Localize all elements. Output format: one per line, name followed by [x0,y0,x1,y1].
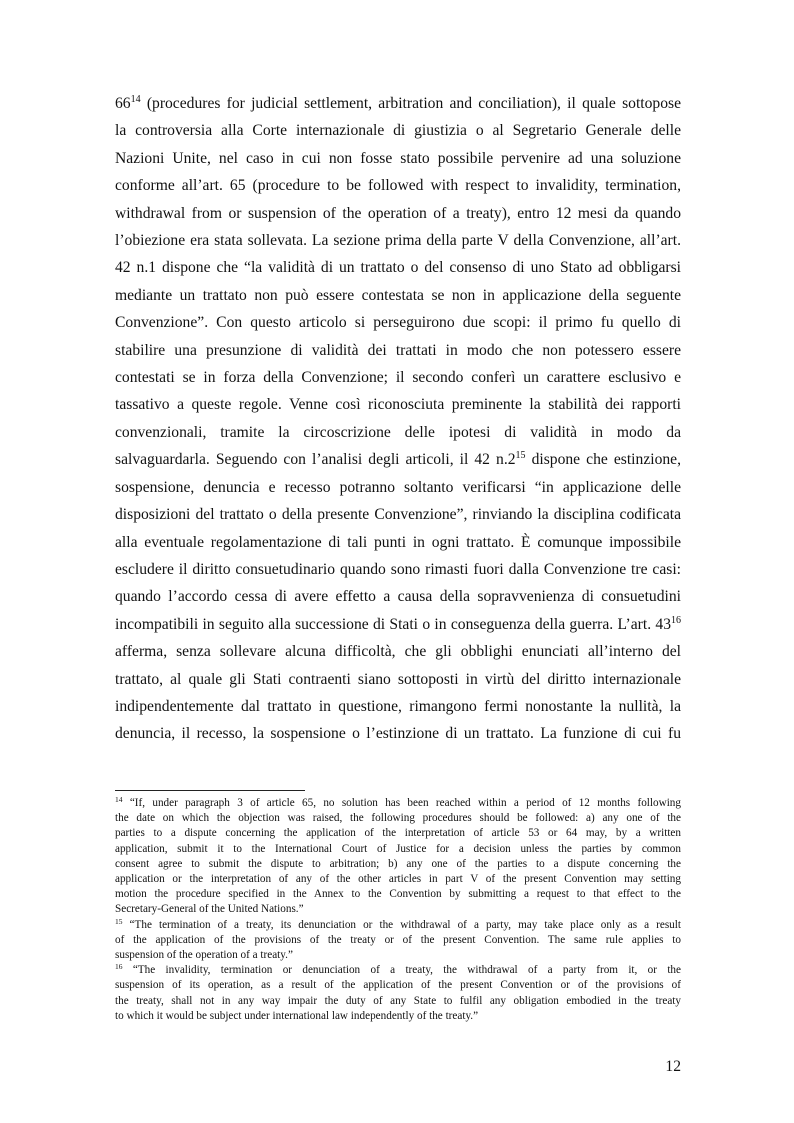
footnote-15-line: $^{15}$ “The termination of a treaty, its denunciation or the withdrawal of a party, may take place only as a result [115,916,681,931]
footnote-ref-15[interactable]: 15 [515,450,526,462]
footnote-14-line: application, submit it to the International Court of Justice for a decision unless the parties by common [115,842,681,855]
footnote-14-line: motion the procedure specified in the Annex to the Convention by submitting a request to that effect to the [115,888,681,901]
body-line: mediante un trattato non può essere contestata se non in applicazione della seguente [115,286,681,304]
footnote-separator [115,790,305,791]
footnote-number-15: 15 [115,916,123,926]
body-line: incompatibili in seguito alla successione di Stati o in conseguenza della guerra. L’art. $43^{16}$ [115,614,681,633]
footnote-16-line: $^{16}$ “The invalidity, termination or denunciation of a treaty, the withdrawal of a party from it, or the [115,962,681,977]
footnote-14-line: application or the interpretation of any of the other articles in part V of the present Convention may setting [115,873,681,886]
body-line: la controversia alla Corte internazionale di giustizia o al Segretario Generale delle [115,122,681,140]
body-line: stabilire una presunzione di validità dei trattati in modo che non potessero essere [115,341,681,359]
body-line: disposizioni del trattato o della presente Convenzione”, rinviando la disciplina codificata [115,506,681,524]
body-line: convenzionali, tramite la circoscrizione delle ipotesi di validità in modo da [115,423,681,441]
body-line: trattato, al quale gli Stati contraenti siano sottoposti in virtù del diritto internazionale [115,670,681,688]
footnote-16-line: the treaty, shall not in any way impair the duty of any State to fulfil any obligation embodied in the treaty [115,994,681,1007]
body-line: tassativo a queste regole. Venne così riconosciuta preminente la stabilità dei rapporti [115,396,681,414]
body-line: alla eventuale regolamentazione di tali punti in ogni trattato. È comunque impossibile [115,533,681,551]
body-line: l’obiezione era stata sollevata. La sezione prima della parte V della Convenzione, all’art. [115,232,681,250]
body-line: $66^{14}$ (procedures for judicial settlement, arbitration and conciliation), il quale sottopose [115,94,681,112]
footnote-15-line: of the application of the provisions of the treaty or of the present Convention. The same rule applies to [115,933,681,946]
body-line: quando l’accordo cessa di avere effetto a causa della sopravvenienza di consuetudini [115,588,681,606]
body-line: 42 n.1 dispone che “la validità di un trattato o del consenso di uno Stato ad obbligarsi [115,259,681,277]
footnote-14-line: consent agree to submit the dispute to arbitration; b) any one of the parties to a dispute concerning the [115,857,681,870]
footnote-number-16: 16 [115,962,123,972]
body-line: contestati se in forza della Convenzione; il secondo conferì un carattere esclusivo e [115,369,681,387]
body-line: indipendentemente dal trattato in questione, rimangono fermi nonostante la nullità, la [115,697,681,715]
body-line: conforme all’art. 65 (procedure to be followed with respect to invalidity, termination, [115,177,681,195]
footnote-14-line: parties to a dispute concerning the application of the interpretation of article 53 or 64 may, by a written [115,827,681,840]
footnote-ref-14[interactable]: 14 [130,94,141,105]
body-line: Nazioni Unite, nel caso in cui non fosse stato possibile pervenire ad una soluzione [115,149,681,167]
body-line: escludere il diritto consuetudinario quando sono rimasti fuori dalla Convenzione tre casi: [115,560,681,578]
footnote-14-line: $^{14}$ “If, under paragraph 3 of article 65, no solution has been reached within a period of 12 months following [115,795,681,809]
body-line: Convenzione”. Con questo articolo si perseguirono due scopi: il primo fu quello di [115,314,681,332]
body-line: afferma, senza sollevare alcuna difficoltà, che gli obblighi enunciati all’interno del [115,643,681,661]
body-line: withdrawal from or suspension of the operation of a treaty), entro 12 mesi da quando [115,204,681,222]
footnote-16-line: to which it would be subject under international law independently of the treaty.” [115,1009,479,1022]
body-text [115,90,681,748]
body-line: salvaguardarla. Seguendo con l’analisi degli articoli, il 42 $n.2^{15}$ dispone che estinzione, [115,450,681,469]
footnote-16-line: suspension of its operation, as a result of the application of the present Convention or of the provisions of [115,979,681,992]
footnote-14-line: the date on which the objection was raised, the following procedures should be followed: a) any one of the [115,812,681,825]
page-number: 12 [665,1058,681,1075]
footnote-14-line: Secretary-General of the United Nations.” [115,903,304,916]
footnotes [115,796,681,1024]
body-line: denuncia, il recesso, la sospensione o l’estinzione di un trattato. La funzione di cui fu [115,725,681,743]
footnote-ref-16[interactable]: 16 [671,614,681,626]
footnote-15-line: suspension of the operation of a treaty.” [115,949,293,962]
footnote-number-14: 14 [115,795,123,804]
body-line: sospensione, denuncia e recesso potranno soltanto verificarsi “in applicazione delle [115,478,681,496]
